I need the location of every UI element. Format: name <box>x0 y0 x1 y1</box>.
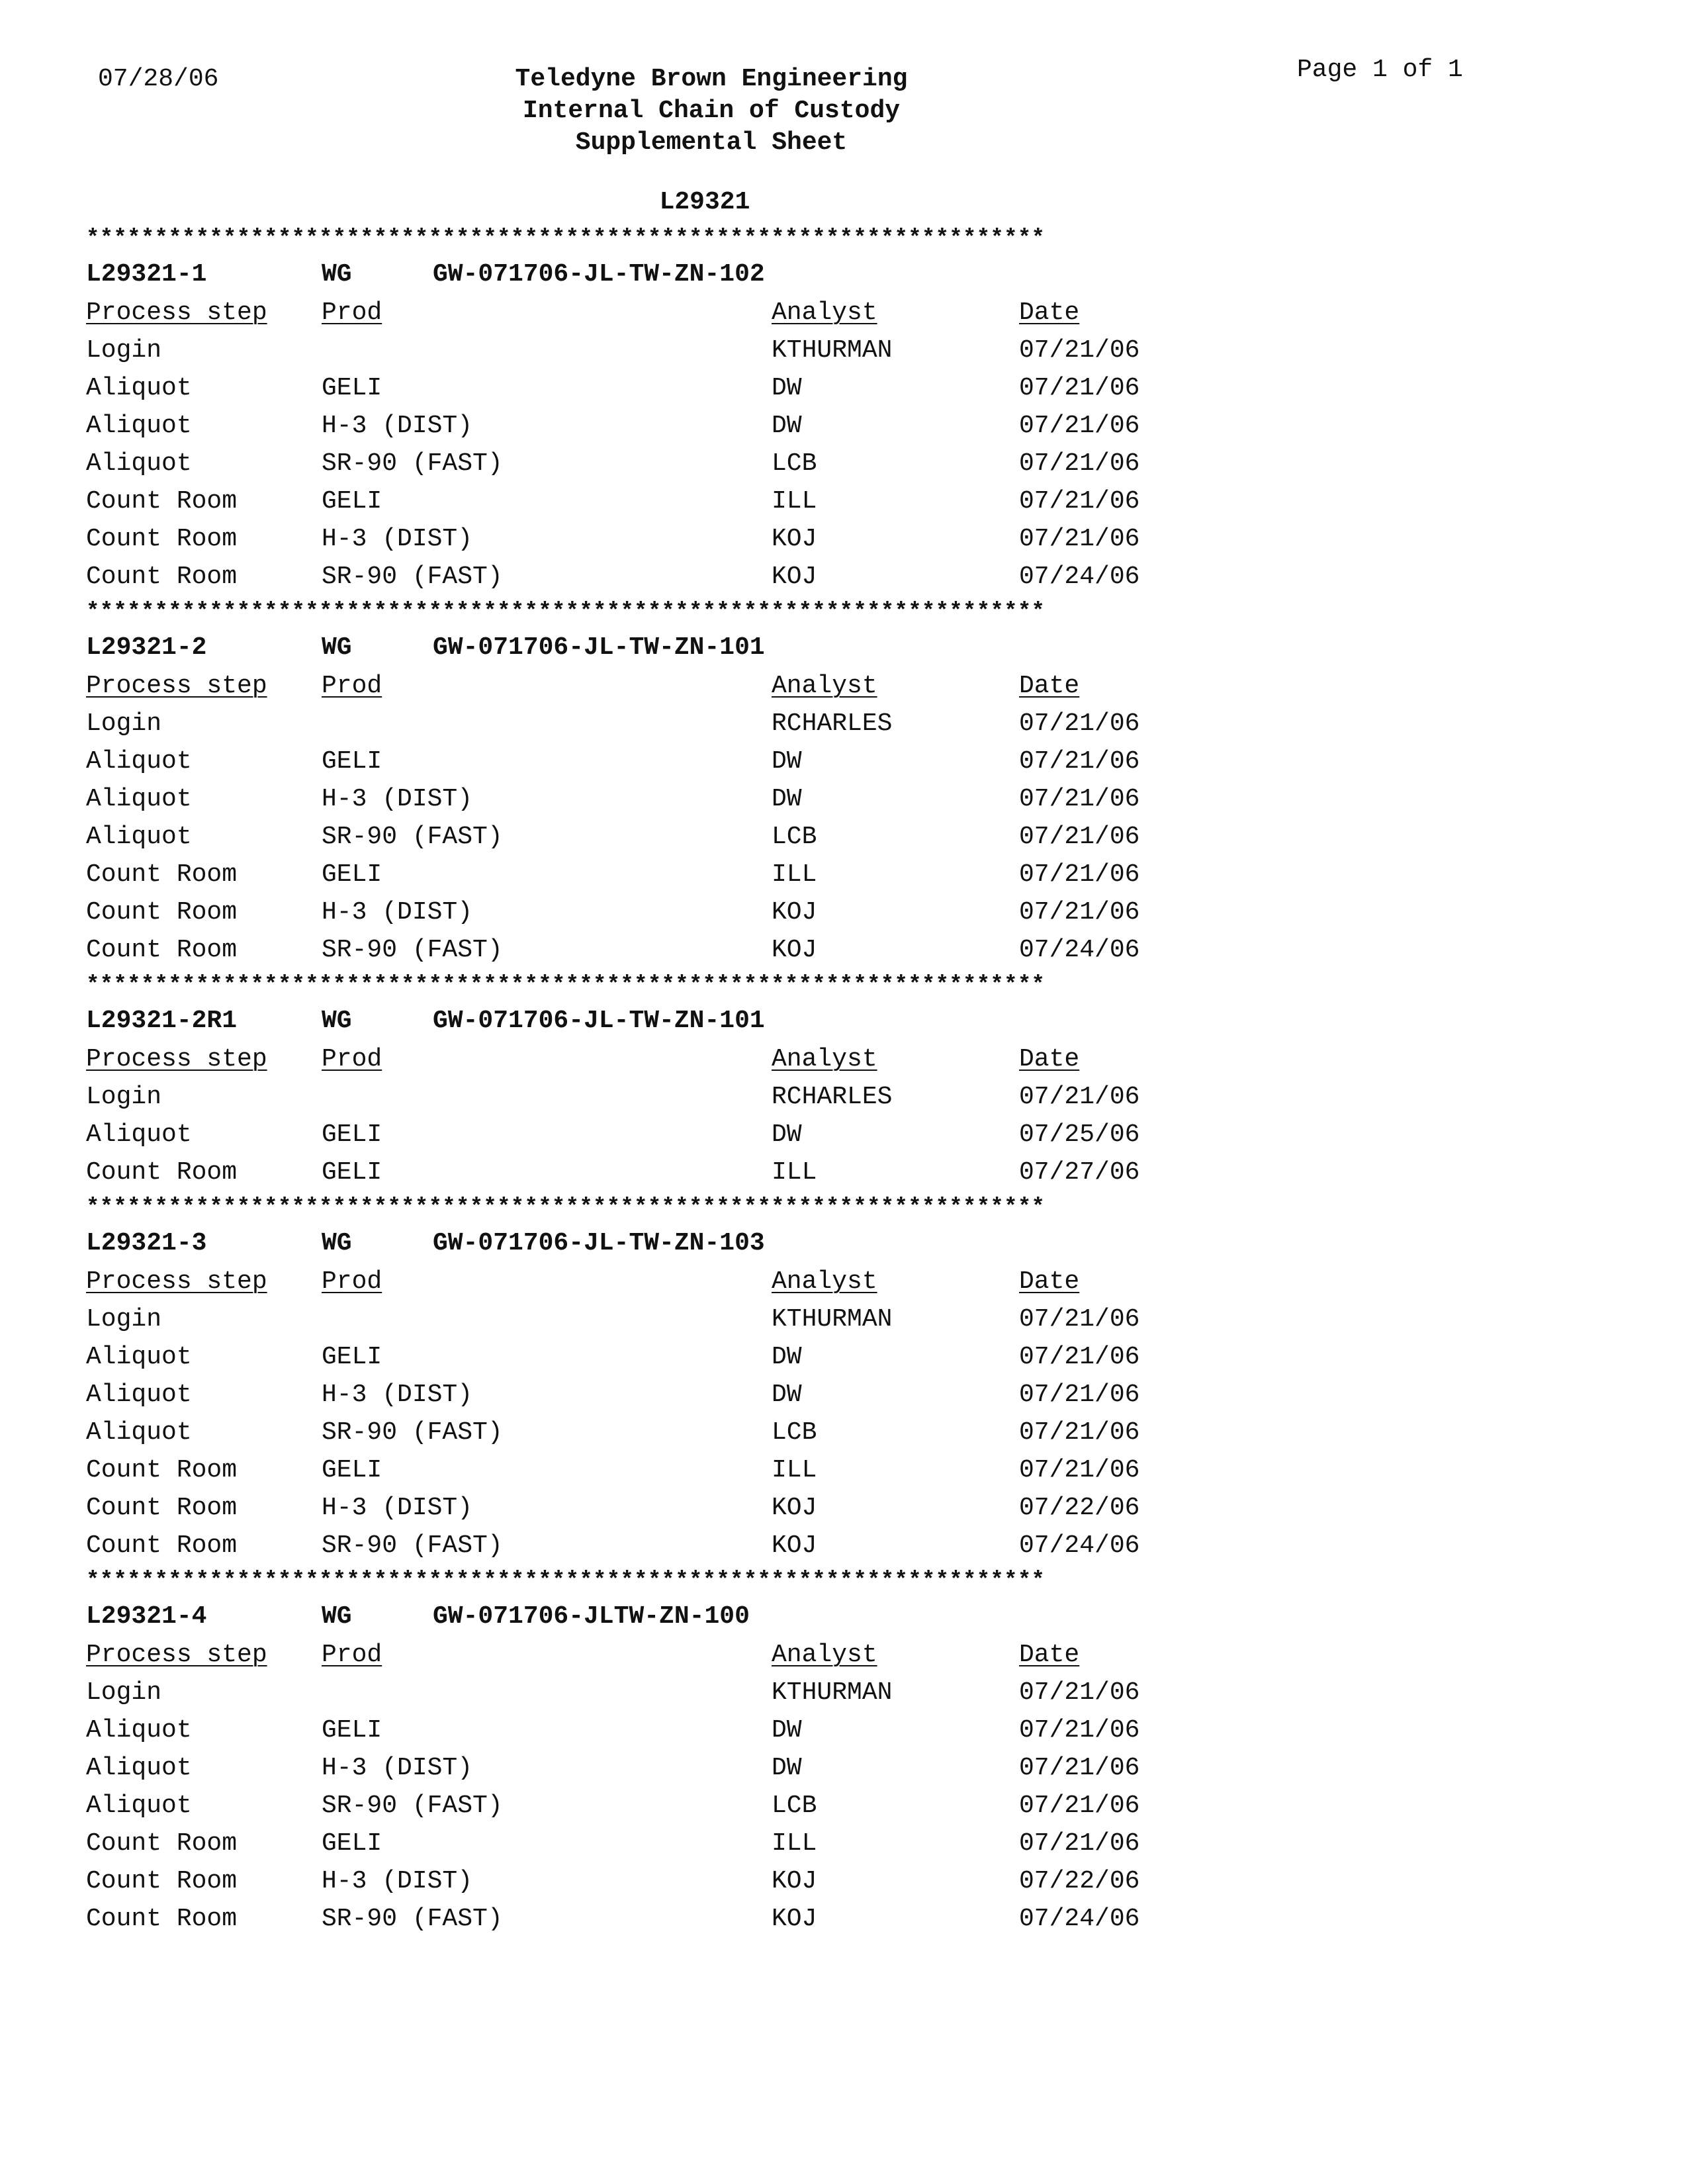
column-header-analyst: Analyst <box>772 298 877 327</box>
separator-line: ********************************************************************** <box>86 226 1046 251</box>
process-row <box>86 1711 1462 1749</box>
date-cell: 07/22/06 <box>1019 1867 1140 1895</box>
process-row <box>86 369 1462 407</box>
process-step-cell: Login <box>86 1083 162 1111</box>
date-cell: 07/21/06 <box>1019 1418 1140 1447</box>
prod-cell: H-3 (DIST) <box>322 1754 473 1782</box>
client-sample-id: GW-071706-JLTW-ZN-100 <box>433 1602 750 1631</box>
process-step-cell: Count Room <box>86 487 238 516</box>
prod-cell: GELI <box>322 1158 382 1187</box>
prod-cell: SR-90 (FAST) <box>322 1531 503 1560</box>
process-step-cell: Count Room <box>86 1494 238 1522</box>
analyst-cell: KOJ <box>772 898 817 927</box>
column-header-date: Date <box>1019 1641 1080 1669</box>
process-step-cell: Aliquot <box>86 1792 192 1820</box>
date-cell: 07/21/06 <box>1019 898 1140 927</box>
process-step-cell: Count Room <box>86 1158 238 1187</box>
date-cell: 07/21/06 <box>1019 1716 1140 1745</box>
prod-cell: GELI <box>322 1716 382 1745</box>
prod-cell: GELI <box>322 1120 382 1149</box>
process-row <box>86 1527 1462 1565</box>
sample-section <box>86 255 1462 596</box>
date-cell: 07/21/06 <box>1019 860 1140 889</box>
client-sample-id: GW-071706-JL-TW-ZN-102 <box>433 260 765 289</box>
sample-section <box>86 1224 1462 1565</box>
sample-matrix: WG <box>322 260 352 289</box>
process-row <box>86 520 1462 558</box>
prod-cell: GELI <box>322 374 382 402</box>
analyst-cell: KOJ <box>772 1867 817 1895</box>
column-header-analyst: Analyst <box>772 672 877 700</box>
analyst-cell: LCB <box>772 1792 817 1820</box>
process-step-cell: Aliquot <box>86 785 192 813</box>
analyst-cell: KOJ <box>772 1494 817 1522</box>
date-cell: 07/22/06 <box>1019 1494 1140 1522</box>
column-header-prod: Prod <box>322 1045 382 1073</box>
date-cell: 07/24/06 <box>1019 936 1140 964</box>
process-row <box>86 1825 1462 1862</box>
column-header-date: Date <box>1019 1045 1080 1073</box>
prod-cell: SR-90 (FAST) <box>322 449 503 478</box>
process-step-cell: Count Room <box>86 1905 238 1933</box>
sample-header <box>86 629 1462 667</box>
separator-line: ********************************************************************** <box>86 973 1046 998</box>
process-row <box>86 1862 1462 1900</box>
process-row <box>86 1451 1462 1489</box>
process-step-cell: Count Room <box>86 1867 238 1895</box>
column-headers <box>86 1263 1462 1300</box>
date-cell: 07/21/06 <box>1019 1678 1140 1707</box>
sample-matrix: WG <box>322 1602 352 1631</box>
process-row <box>86 705 1462 743</box>
prod-cell: GELI <box>322 487 382 516</box>
process-row <box>86 407 1462 445</box>
analyst-cell: DW <box>772 785 802 813</box>
prod-cell: GELI <box>322 747 382 776</box>
process-row <box>86 780 1462 818</box>
analyst-cell: KOJ <box>772 525 817 553</box>
date-cell: 07/21/06 <box>1019 1381 1140 1409</box>
process-step-cell: Count Room <box>86 936 238 964</box>
analyst-cell: ILL <box>772 1158 817 1187</box>
analyst-cell: ILL <box>772 487 817 516</box>
process-step-cell: Login <box>86 336 162 365</box>
process-row <box>86 332 1462 369</box>
analyst-cell: ILL <box>772 860 817 889</box>
analyst-cell: RCHARLES <box>772 1083 893 1111</box>
analyst-cell: KTHURMAN <box>772 336 893 365</box>
process-row <box>86 1078 1462 1116</box>
prod-cell: SR-90 (FAST) <box>322 936 503 964</box>
column-headers <box>86 1636 1462 1674</box>
date-cell: 07/24/06 <box>1019 1531 1140 1560</box>
page-number: Page 1 of 1 <box>1297 56 1463 84</box>
process-row <box>86 893 1462 931</box>
sample-section <box>86 1598 1462 1938</box>
title-line-sheet: Supplemental Sheet <box>575 128 848 157</box>
process-step-cell: Count Room <box>86 860 238 889</box>
column-headers <box>86 1040 1462 1078</box>
column-header-analyst: Analyst <box>772 1045 877 1073</box>
analyst-cell: KOJ <box>772 1905 817 1933</box>
process-row <box>86 931 1462 969</box>
analyst-cell: KOJ <box>772 936 817 964</box>
prod-cell: SR-90 (FAST) <box>322 1792 503 1820</box>
client-sample-id: GW-071706-JL-TW-ZN-103 <box>433 1229 765 1257</box>
client-sample-id: GW-071706-JL-TW-ZN-101 <box>433 633 765 662</box>
date-cell: 07/21/06 <box>1019 449 1140 478</box>
prod-cell: SR-90 (FAST) <box>322 563 503 591</box>
column-headers <box>86 667 1462 705</box>
analyst-cell: DW <box>772 747 802 776</box>
process-row <box>86 1154 1462 1191</box>
process-row <box>86 1674 1462 1711</box>
process-row <box>86 482 1462 520</box>
sample-id: L29321-3 <box>86 1229 207 1257</box>
column-header-process-step: Process step <box>86 672 267 700</box>
process-step-cell: Aliquot <box>86 1120 192 1149</box>
prod-cell: GELI <box>322 1343 382 1371</box>
process-row <box>86 558 1462 596</box>
sample-id: L29321-1 <box>86 260 207 289</box>
process-step-cell: Login <box>86 709 162 738</box>
column-header-prod: Prod <box>322 1267 382 1296</box>
analyst-cell: ILL <box>772 1456 817 1484</box>
title-line-company: Teledyne Brown Engineering <box>515 65 908 93</box>
process-step-cell: Aliquot <box>86 1381 192 1409</box>
process-step-cell: Count Room <box>86 1531 238 1560</box>
analyst-cell: RCHARLES <box>772 709 893 738</box>
sample-header <box>86 1002 1462 1040</box>
process-step-cell: Count Room <box>86 563 238 591</box>
date-cell: 07/21/06 <box>1019 1305 1140 1334</box>
date-cell: 07/21/06 <box>1019 785 1140 813</box>
analyst-cell: LCB <box>772 823 817 851</box>
date-cell: 07/25/06 <box>1019 1120 1140 1149</box>
process-step-cell: Aliquot <box>86 823 192 851</box>
analyst-cell: DW <box>772 412 802 440</box>
process-row <box>86 1300 1462 1338</box>
prod-cell: SR-90 (FAST) <box>322 823 503 851</box>
process-row <box>86 818 1462 856</box>
analyst-cell: LCB <box>772 449 817 478</box>
column-header-process-step: Process step <box>86 298 267 327</box>
process-step-cell: Count Room <box>86 1456 238 1484</box>
sample-header <box>86 1224 1462 1263</box>
process-step-cell: Aliquot <box>86 449 192 478</box>
column-header-prod: Prod <box>322 672 382 700</box>
sample-id: L29321-2R1 <box>86 1007 238 1035</box>
date-cell: 07/21/06 <box>1019 1829 1140 1858</box>
prod-cell: GELI <box>322 1829 382 1858</box>
process-step-cell: Count Room <box>86 525 238 553</box>
analyst-cell: KTHURMAN <box>772 1678 893 1707</box>
date-cell: 07/21/06 <box>1019 823 1140 851</box>
prod-cell: GELI <box>322 1456 382 1484</box>
column-header-process-step: Process step <box>86 1641 267 1669</box>
prod-cell: H-3 (DIST) <box>322 785 473 813</box>
print-date: 07/28/06 <box>98 65 219 93</box>
analyst-cell: DW <box>772 1754 802 1782</box>
sample-matrix: WG <box>322 1007 352 1035</box>
column-header-date: Date <box>1019 298 1080 327</box>
analyst-cell: DW <box>772 1120 802 1149</box>
process-row <box>86 743 1462 780</box>
date-cell: 07/24/06 <box>1019 1905 1140 1933</box>
sample-header <box>86 1598 1462 1636</box>
process-step-cell: Aliquot <box>86 1754 192 1782</box>
column-header-analyst: Analyst <box>772 1641 877 1669</box>
process-step-cell: Count Room <box>86 898 238 927</box>
analyst-cell: DW <box>772 1716 802 1745</box>
prod-cell: H-3 (DIST) <box>322 898 473 927</box>
date-cell: 07/27/06 <box>1019 1158 1140 1187</box>
process-row <box>86 1414 1462 1451</box>
column-header-prod: Prod <box>322 298 382 327</box>
process-row <box>86 1900 1462 1938</box>
date-cell: 07/21/06 <box>1019 1754 1140 1782</box>
process-step-cell: Login <box>86 1678 162 1707</box>
date-cell: 07/21/06 <box>1019 374 1140 402</box>
date-cell: 07/21/06 <box>1019 412 1140 440</box>
process-step-cell: Aliquot <box>86 747 192 776</box>
process-step-cell: Aliquot <box>86 412 192 440</box>
prod-cell: H-3 (DIST) <box>322 412 473 440</box>
process-step-cell: Aliquot <box>86 1343 192 1371</box>
analyst-cell: KTHURMAN <box>772 1305 893 1334</box>
process-row <box>86 856 1462 893</box>
sample-section <box>86 1002 1462 1191</box>
prod-cell: SR-90 (FAST) <box>322 1905 503 1933</box>
prod-cell: GELI <box>322 860 382 889</box>
column-header-prod: Prod <box>322 1641 382 1669</box>
sample-header <box>86 255 1462 294</box>
column-header-date: Date <box>1019 672 1080 700</box>
process-row <box>86 1376 1462 1414</box>
process-step-cell: Aliquot <box>86 374 192 402</box>
document-title <box>0 64 1423 159</box>
custody-sections <box>86 222 1462 1938</box>
sample-id: L29321-2 <box>86 633 207 662</box>
analyst-cell: ILL <box>772 1829 817 1858</box>
process-step-cell: Count Room <box>86 1829 238 1858</box>
date-cell: 07/21/06 <box>1019 709 1140 738</box>
date-cell: 07/21/06 <box>1019 487 1140 516</box>
column-header-process-step: Process step <box>86 1267 267 1296</box>
process-row <box>86 445 1462 482</box>
prod-cell: H-3 (DIST) <box>322 1494 473 1522</box>
process-row <box>86 1489 1462 1527</box>
process-row <box>86 1749 1462 1787</box>
analyst-cell: KOJ <box>772 1531 817 1560</box>
date-cell: 07/21/06 <box>1019 1083 1140 1111</box>
date-cell: 07/21/06 <box>1019 1456 1140 1484</box>
sample-section <box>86 629 1462 969</box>
column-header-analyst: Analyst <box>772 1267 877 1296</box>
client-sample-id: GW-071706-JL-TW-ZN-101 <box>433 1007 765 1035</box>
process-row <box>86 1116 1462 1154</box>
process-step-cell: Aliquot <box>86 1716 192 1745</box>
analyst-cell: KOJ <box>772 563 817 591</box>
column-headers <box>86 294 1462 332</box>
process-step-cell: Login <box>86 1305 162 1334</box>
date-cell: 07/21/06 <box>1019 1792 1140 1820</box>
analyst-cell: DW <box>772 1381 802 1409</box>
column-header-date: Date <box>1019 1267 1080 1296</box>
separator-line: ********************************************************************** <box>86 600 1046 625</box>
date-cell: 07/21/06 <box>1019 525 1140 553</box>
separator-line: ********************************************************************** <box>86 1569 1046 1594</box>
date-cell: 07/24/06 <box>1019 563 1140 591</box>
analyst-cell: DW <box>772 374 802 402</box>
date-cell: 07/21/06 <box>1019 1343 1140 1371</box>
column-header-process-step: Process step <box>86 1045 267 1073</box>
sample-id: L29321-4 <box>86 1602 207 1631</box>
prod-cell: SR-90 (FAST) <box>322 1418 503 1447</box>
process-step-cell: Aliquot <box>86 1418 192 1447</box>
title-line-chain: Internal Chain of Custody <box>522 97 901 125</box>
prod-cell: H-3 (DIST) <box>322 525 473 553</box>
process-row <box>86 1787 1462 1825</box>
process-row <box>86 1338 1462 1376</box>
sample-matrix: WG <box>322 633 352 662</box>
analyst-cell: LCB <box>772 1418 817 1447</box>
prod-cell: H-3 (DIST) <box>322 1381 473 1409</box>
sample-matrix: WG <box>322 1229 352 1257</box>
prod-cell: H-3 (DIST) <box>322 1867 473 1895</box>
date-cell: 07/21/06 <box>1019 747 1140 776</box>
lot-id: L29321 <box>659 188 750 216</box>
date-cell: 07/21/06 <box>1019 336 1140 365</box>
separator-line: ********************************************************************** <box>86 1195 1046 1220</box>
analyst-cell: DW <box>772 1343 802 1371</box>
